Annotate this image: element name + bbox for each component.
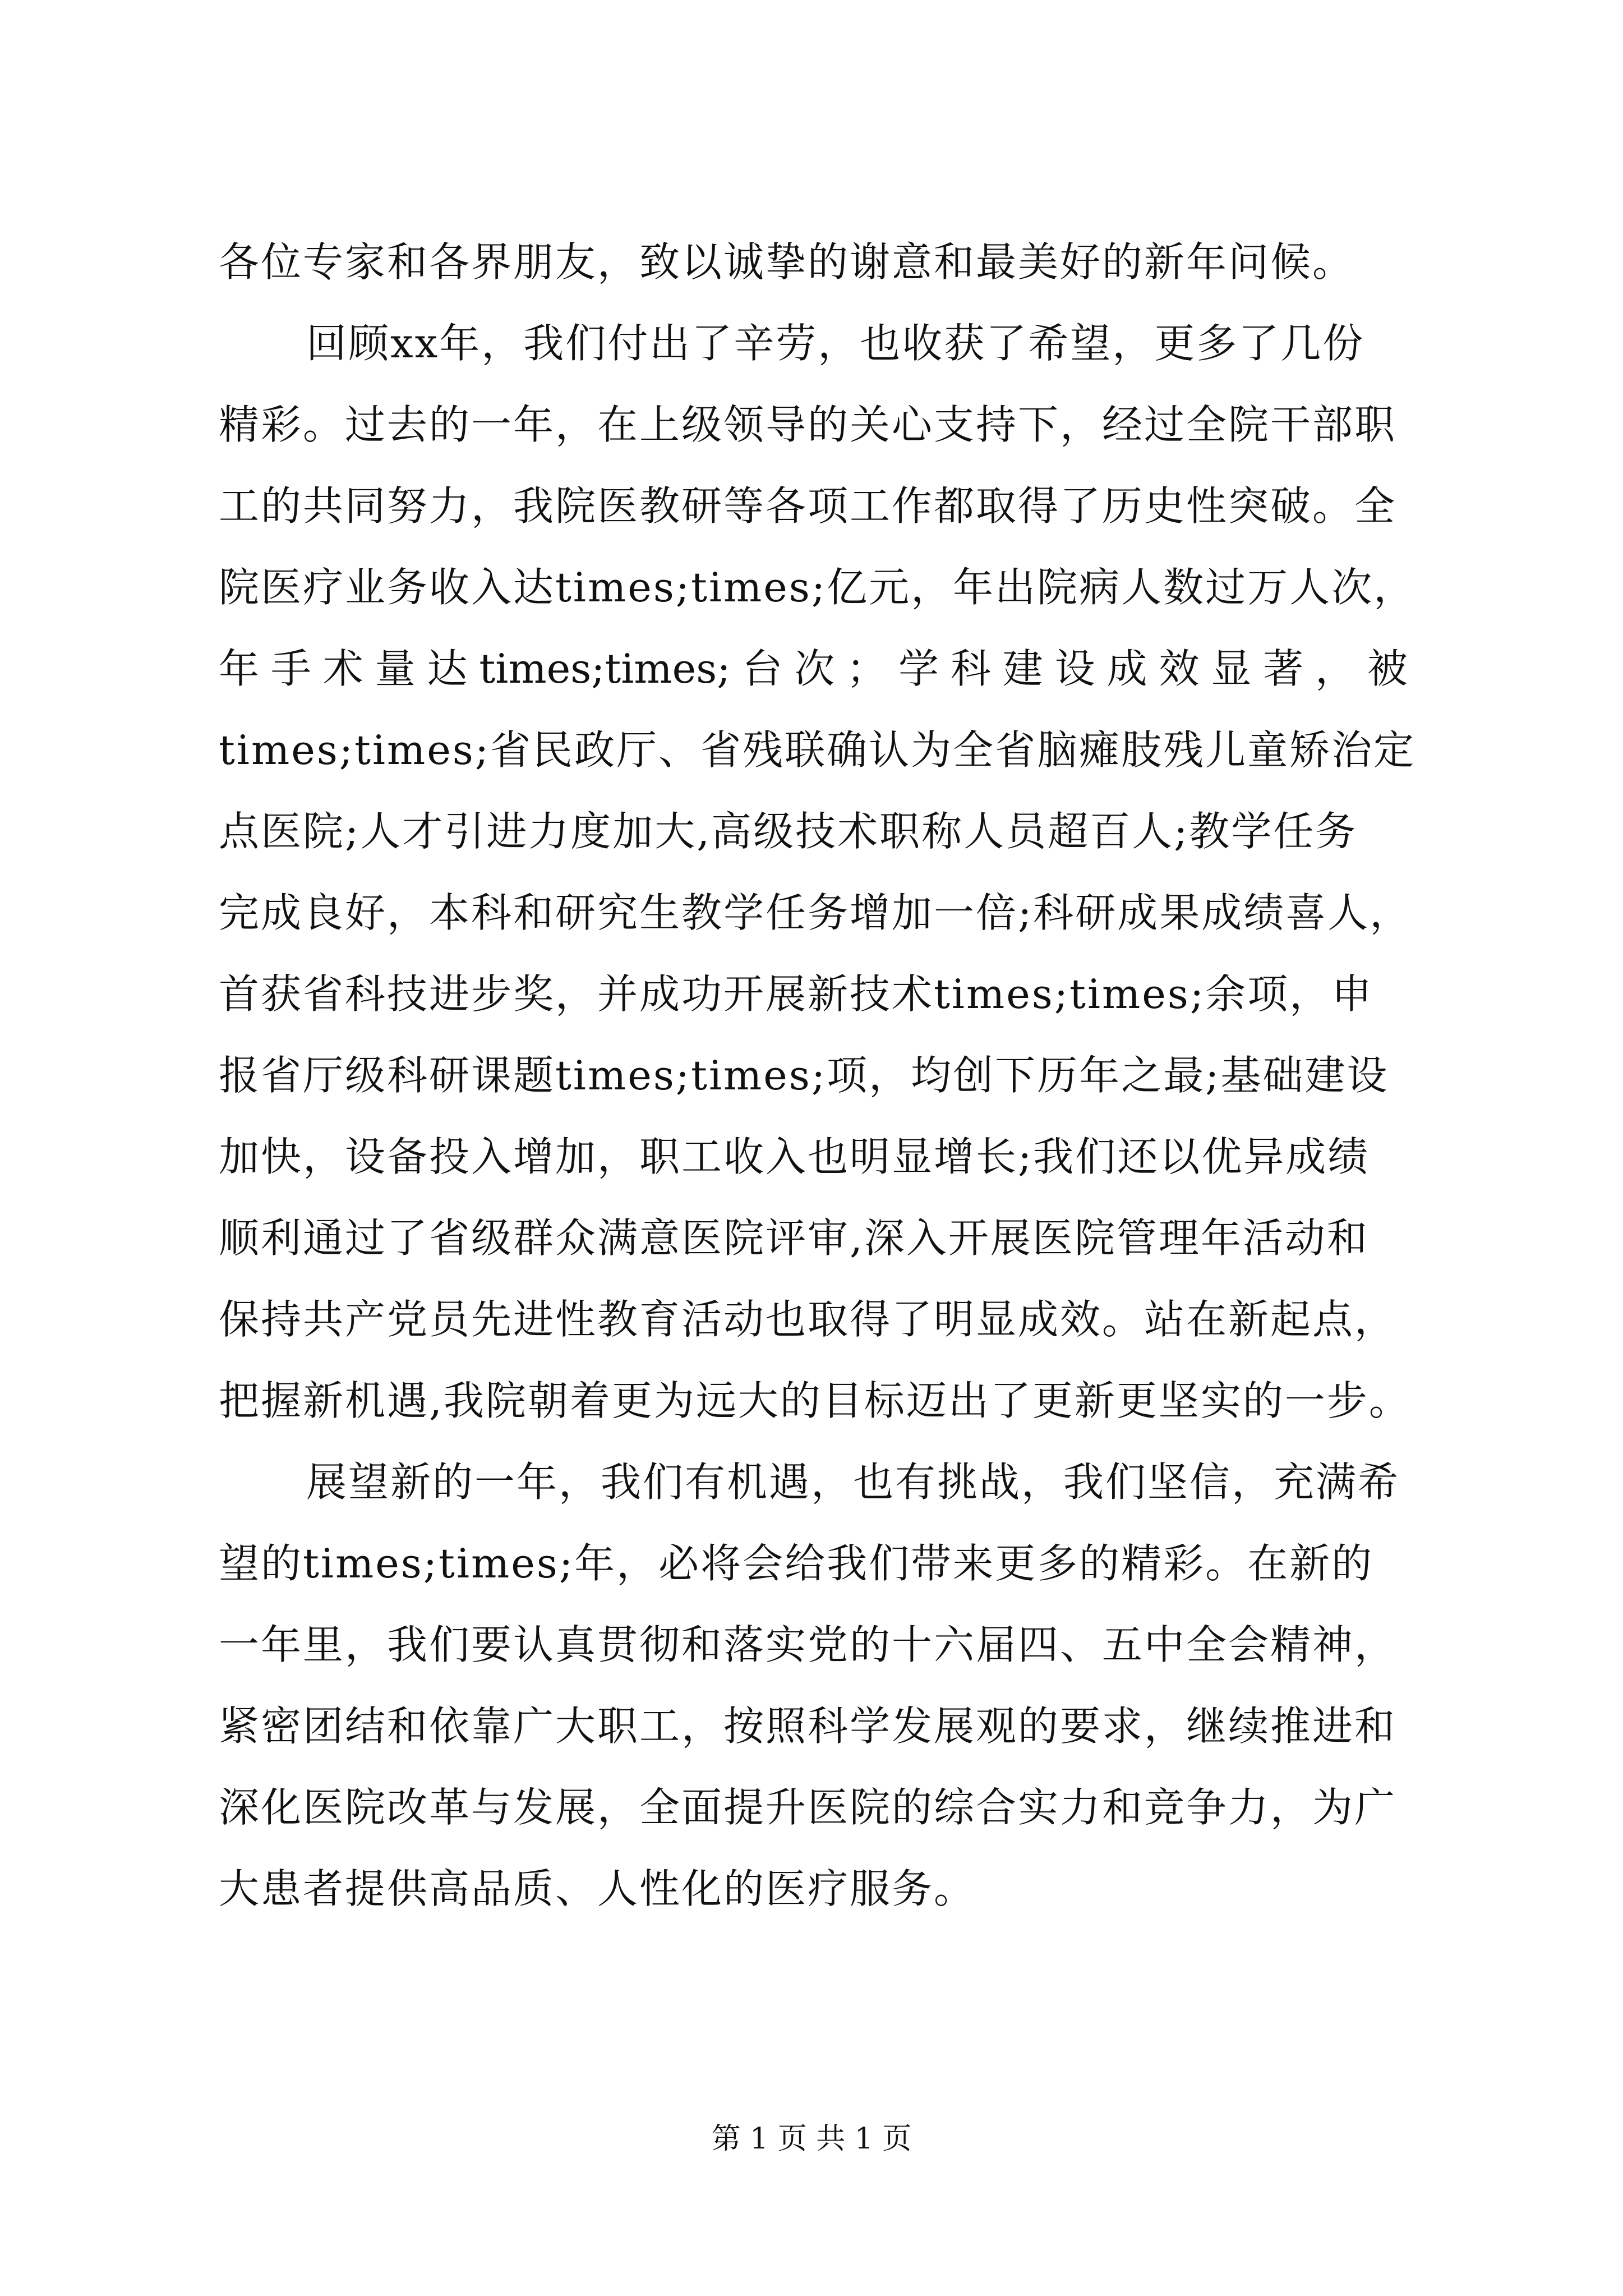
text-segment: 次 <box>794 645 835 692</box>
page-footer: 第 1 页 共 1 页 <box>711 2122 912 2156</box>
text-line: 大患者提供高品质、人性化的医疗服务。 <box>219 1865 976 1912</box>
document-body <box>219 222 1416 1930</box>
text-segment: 年 <box>219 645 260 692</box>
text-line: 加快，设备投入增加，职工收入也明显增长;我们还以优异成绩 <box>219 1133 1370 1180</box>
text-segment: ； <box>846 645 887 692</box>
text-line: 院医疗业务收入达times;times;亿元，年出院病人数过万人次， <box>219 564 1416 611</box>
text-segment: 量 <box>375 645 416 692</box>
text-line: 各位专家和各界朋友，致以诚挚的谢意和最美好的新年问候。 <box>219 238 1355 286</box>
paragraph-start-line: 回顾xx年，我们付出了辛劳，也收获了希望，更多了几份 <box>306 320 1365 367</box>
text-segment: 达 <box>427 645 468 692</box>
text-line: 把握新机遇,我院朝着更为远大的目标迈出了更新更坚实的一步。 <box>219 1377 1411 1424</box>
text-segment: 科 <box>950 645 991 692</box>
text-line: 点医院;人才引进力度加大,高级技术职称人员超百人;教学任务 <box>219 808 1358 855</box>
text-segment: 台 <box>742 645 783 692</box>
text-segment: times;times; <box>479 645 731 692</box>
justified-text-line <box>219 628 1408 710</box>
text-line: 顺利通过了省级群众满意医院评审,深入开展医院管理年活动和 <box>219 1214 1369 1262</box>
text-segment: 被 <box>1367 645 1408 692</box>
text-line: 精彩。过去的一年，在上级领导的关心支持下，经过全院干部职 <box>219 401 1397 448</box>
text-line: 望的times;times;年，必将会给我们带来更多的精彩。在新的 <box>219 1540 1374 1587</box>
text-line: 深化医院改革与发展，全面提升医院的综合实力和竞争力，为广 <box>219 1784 1397 1831</box>
text-segment: 学 <box>898 645 939 692</box>
text-line: 报省厅级科研课题times;times;项，均创下历年之最;基础建设 <box>219 1052 1389 1099</box>
paragraph-start-line: 展望新的一年，我们有机遇，也有挑战，我们坚信，充满希 <box>306 1458 1400 1506</box>
text-segment: 著 <box>1263 645 1304 692</box>
text-segment: 术 <box>322 645 363 692</box>
text-line: 紧密团结和依靠广大职工，按照科学发展观的要求，继续推进和 <box>219 1703 1397 1750</box>
text-segment: 成 <box>1106 645 1147 692</box>
text-line: 工的共同努力，我院医教研等各项工作都取得了历史性突破。全 <box>219 482 1397 530</box>
text-segment: 显 <box>1211 645 1252 692</box>
text-line: times;times;省民政厅、省残联确认为全省脑瘫肢残儿童矫治定 <box>219 726 1416 774</box>
text-segment: 设 <box>1054 645 1095 692</box>
text-line: 保持共产党员先进性教育活动也取得了明显成效。站在新起点， <box>219 1296 1397 1343</box>
text-line: 首获省科技进步奖，并成功开展新技术times;times;余项，申 <box>219 970 1374 1018</box>
text-segment: 手 <box>270 645 311 692</box>
text-line: 一年里，我们要认真贯彻和落实党的十六届四、五中全会精神， <box>219 1621 1397 1668</box>
text-line: 完成良好，本科和研究生教学任务增加一倍;科研成果成绩喜人， <box>219 889 1412 936</box>
text-segment: 建 <box>1002 645 1043 692</box>
text-segment: ， <box>1315 645 1355 692</box>
text-segment: 效 <box>1159 645 1200 692</box>
